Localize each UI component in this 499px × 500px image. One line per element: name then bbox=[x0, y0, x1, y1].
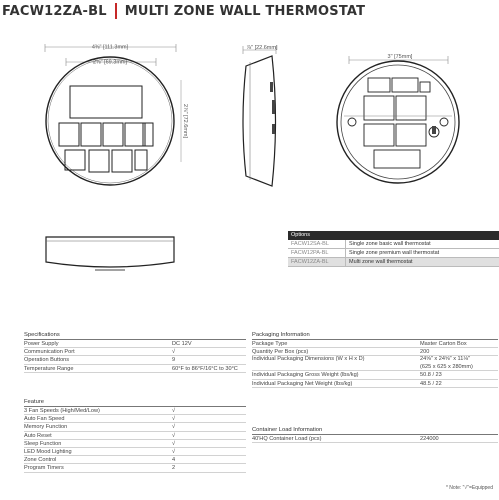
table-row bbox=[24, 348, 246, 356]
packaging-dimensions-metric: (625 x 625 x 280mm) bbox=[420, 363, 473, 370]
feature-label: Auto Reset bbox=[24, 432, 52, 439]
front-height-dimension: 2⅞" [72.6mm] bbox=[182, 103, 188, 139]
feature-label: Zone Control bbox=[24, 457, 57, 464]
packaging-value: Master Carton Box bbox=[420, 341, 467, 347]
spec-label: Communication Port bbox=[24, 349, 75, 356]
options-heading: Options bbox=[288, 231, 499, 240]
option-model: FACW12PA-BL bbox=[288, 249, 346, 257]
spec-value: √ bbox=[172, 349, 176, 356]
option-description: Multi zone wall thermostat bbox=[349, 259, 413, 265]
packaging-label: Individual Packaging Dimensions (W x H x D) bbox=[252, 356, 365, 363]
front-view-drawing bbox=[45, 44, 188, 185]
back-width-dimension: 3" [75mm] bbox=[387, 54, 413, 60]
front-width-dimension: 4⅜" [111.3mm] bbox=[91, 44, 129, 51]
packaging-label: Package Type bbox=[252, 341, 288, 347]
packaging-label: Individual Packaging Net Weight (lbs/kg) bbox=[252, 380, 353, 387]
spec-value: 9 bbox=[172, 357, 176, 364]
feature-value: √ bbox=[172, 424, 176, 431]
feature-table bbox=[24, 397, 246, 473]
container-label: 40'HQ Container Load (pcs) bbox=[252, 436, 322, 442]
feature-label: LED Mood Lighting bbox=[24, 448, 72, 455]
option-description: Single zone premium wall thermostat bbox=[349, 250, 440, 256]
table-row bbox=[252, 435, 498, 443]
table-row bbox=[24, 407, 246, 415]
feature-value: 4 bbox=[172, 457, 176, 464]
packaging-label: Quantity Per Box (pcs) bbox=[252, 349, 309, 356]
feature-heading: Feature bbox=[24, 397, 246, 407]
packaging-value: 200 bbox=[420, 349, 430, 356]
feature-value: √ bbox=[172, 416, 176, 423]
option-description: Single zone basic wall thermostat bbox=[349, 241, 431, 247]
table-row bbox=[24, 423, 246, 431]
packaging-value: 48.5 / 22 bbox=[420, 380, 442, 387]
page-title: MULTI ZONE WALL THERMOSTAT bbox=[124, 3, 366, 19]
option-model: FACW12ZA-BL bbox=[288, 258, 346, 266]
table-row bbox=[252, 348, 498, 356]
feature-label: Program Timers bbox=[24, 465, 64, 472]
side-depth-dimension: ⅞" [22.6mm] bbox=[246, 45, 278, 51]
specifications-heading: Specifications bbox=[24, 330, 246, 340]
packaging-value: 50.8 / 23 bbox=[420, 372, 442, 379]
packaging-value bbox=[420, 356, 498, 370]
front-inner-dimension: 2⅝" [69.3mm] bbox=[92, 59, 128, 66]
table-row bbox=[252, 371, 498, 379]
specifications-table bbox=[24, 330, 246, 373]
container-load-table bbox=[252, 425, 498, 443]
packaging-label: Individual Packaging Gross Weight (lbs/kg) bbox=[252, 372, 359, 379]
feature-value: √ bbox=[172, 432, 176, 439]
packaging-table bbox=[252, 330, 498, 388]
table-row bbox=[252, 380, 498, 388]
table-row bbox=[252, 356, 498, 371]
packaging-dimensions-imperial: 24⅝" x 24⅝" x 11⅛" bbox=[420, 356, 471, 363]
feature-label: Sleep Function bbox=[24, 440, 62, 447]
table-row bbox=[24, 356, 246, 364]
container-heading: Container Load Information bbox=[252, 425, 498, 435]
spec-value: DC 12V bbox=[172, 341, 192, 347]
feature-label: Memory Function bbox=[24, 424, 68, 431]
table-row bbox=[24, 456, 246, 464]
feature-label: 3 Fan Speeds (High/Med/Low) bbox=[24, 408, 100, 414]
table-row bbox=[24, 464, 246, 472]
feature-value: √ bbox=[172, 440, 176, 447]
feature-value: √ bbox=[172, 408, 176, 414]
option-model: FACW12SA-BL bbox=[288, 240, 346, 248]
options-row bbox=[288, 249, 499, 258]
table-row bbox=[24, 448, 246, 456]
options-row-highlighted bbox=[288, 258, 499, 267]
table-row bbox=[24, 340, 246, 348]
feature-value: 2 bbox=[172, 465, 176, 472]
spec-label: Temperature Range bbox=[24, 365, 74, 372]
spec-label: Operation Buttons bbox=[24, 357, 70, 364]
bottom-view-drawing bbox=[46, 237, 174, 270]
footnote: * Note: "√"=Equipped bbox=[445, 485, 493, 491]
feature-label: Auto Fan Speed bbox=[24, 416, 65, 423]
table-row bbox=[24, 365, 246, 373]
spec-value: 60°F to 86°F/16°C to 30°C bbox=[172, 365, 238, 372]
model-number: FACW12ZA-BL bbox=[2, 3, 107, 19]
back-view-drawing bbox=[337, 54, 459, 183]
options-row bbox=[288, 240, 499, 249]
packaging-heading: Packaging Information bbox=[252, 330, 498, 340]
table-row bbox=[24, 415, 246, 423]
options-table bbox=[288, 231, 499, 267]
table-row bbox=[24, 432, 246, 440]
feature-value: √ bbox=[172, 448, 176, 455]
spec-label: Power Supply bbox=[24, 341, 59, 347]
container-value: 224000 bbox=[420, 436, 439, 442]
side-view-drawing bbox=[243, 45, 278, 186]
table-row bbox=[252, 340, 498, 348]
table-row bbox=[24, 440, 246, 448]
